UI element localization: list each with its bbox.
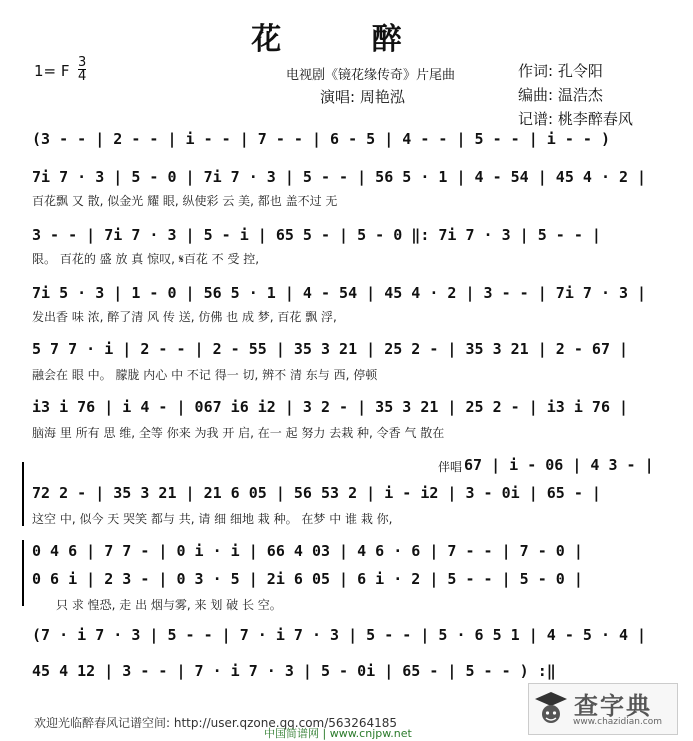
footer-subtext: 中国简谱网 | www.cnjpw.net xyxy=(264,727,412,740)
footer-text: 欢迎光临醉春风记谱空间: http://user.qzone.qq.com/563264185 xyxy=(34,716,398,730)
subtitle: 电视剧《镜花缘传奇》片尾曲 xyxy=(286,68,456,83)
watermark-name: 查字典 xyxy=(574,692,652,720)
score-row-7-lyrics: 这空 中, 似今 天 哭笑 都与 共, 请 细 细地 栽 种。 在梦 中 谁 栽 你, xyxy=(32,512,393,526)
score-row-4-notes: 7i 5 · 3 | 1 - 0 | 56 5 · 1 | 4 - 54 | 45 4 · 2 | 3 - - | 7i 7 · 3 | xyxy=(32,284,647,302)
score-row-6-notes: i3 i 76 | i 4 - | 067 i6 i2 | 3 2 - | 35 3 21 | 25 2 - | i3 i 76 | xyxy=(32,398,629,416)
score-row-11-notes: 45 4 12 | 3 - - | 7 · i 7 · 3 | 5 - 0i | 65 - | 5 - - ) :‖ xyxy=(32,662,556,680)
song-title: 花 醉 xyxy=(251,22,442,57)
composer: 编曲: 温浩杰 xyxy=(518,86,603,104)
score-row-7-notes: 72 2 - | 35 3 21 | 21 6 05 | 56 53 2 | i - i2 | 3 - 0i | 65 - | xyxy=(32,484,601,502)
score-row-2-notes: 7i 7 · 3 | 5 - 0 | 7i 7 · 3 | 5 - - | 56 5 · 1 | 4 - 54 | 45 4 · 2 | xyxy=(32,168,647,186)
score-row-10-notes: (7 · i 7 · 3 | 5 - - | 7 · i 7 · 3 | 5 - - | 5 · 6 5 1 | 4 - 5 · 4 | xyxy=(32,626,647,644)
humming-notes: 67 | i - 06 | 4 3 - | xyxy=(464,456,654,474)
key-signature: 1= F xyxy=(34,62,70,80)
score-row-2-lyrics: 百花飘 又 散, 似金光 耀 眼, 纵使彩 云 美, 都也 盖不过 无 xyxy=(32,194,338,208)
watermark-url: www.chazidian.com xyxy=(573,717,663,727)
duet-brace xyxy=(22,540,24,606)
graduate-cap-icon xyxy=(533,688,569,728)
score-row-5-lyrics: 融会在 眼 中。 朦胧 内心 中 不记 得一 切, 辨不 清 东与 西, 停顿 xyxy=(32,368,378,382)
time-signature xyxy=(78,56,86,83)
meter-top: 3 xyxy=(78,55,87,70)
score-row-8-notes: 0 4 6 | 7 7 - | 0 i · i | 66 4 03 | 4 6 · 6 | 7 - - | 7 - 0 | xyxy=(32,542,583,560)
score-row-5-notes: 5 7 7 · i | 2 - - | 2 - 55 | 35 3 21 | 25 2 - | 35 3 21 | 2 - 67 | xyxy=(32,340,629,358)
meter-bottom: 4 xyxy=(78,69,87,84)
score-row-4-lyrics: 发出香 味 浓, 醉了清 风 传 送, 仿佛 也 成 梦, 百花 飘 浮, xyxy=(32,310,337,324)
humming-label: 伴唱 xyxy=(438,460,463,474)
score-row-3-notes: 3 - - | 7i 7 · 3 | 5 - i | 65 5 - | 5 - 0 ‖: 7i 7 · 3 | 5 - - | xyxy=(32,226,601,244)
score-row-9-lyrics: 只 求 惶恐, 走 出 烟与雾, 来 划 破 长 空。 xyxy=(56,598,282,612)
score-row-6-lyrics: 脑海 里 所有 思 维, 全等 你来 为我 开 启, 在一 起 努力 去栽 种, 令香 气 散在 xyxy=(32,426,445,440)
score-row-9-notes: 0 6 i | 2 3 - | 0 3 · 5 | 2i 6 05 | 6 i · 2 | 5 - - | 5 - 0 | xyxy=(32,570,583,588)
system-brace xyxy=(22,462,24,526)
lyricist: 作词: 孔令阳 xyxy=(518,62,603,80)
score-row-1-notes: (3 - - | 2 - - | i - - | 7 - - | 6 - 5 | 4 - - | 5 - - | i - - ) xyxy=(32,130,610,148)
score-row-3-lyrics: 限。 百花的 盛 放 真 惊叹, 𝄋百花 不 受 控, xyxy=(32,252,260,266)
singer: 演唱: 周艳泓 xyxy=(320,88,405,106)
transcriber: 记谱: 桃李醉春风 xyxy=(518,110,633,128)
